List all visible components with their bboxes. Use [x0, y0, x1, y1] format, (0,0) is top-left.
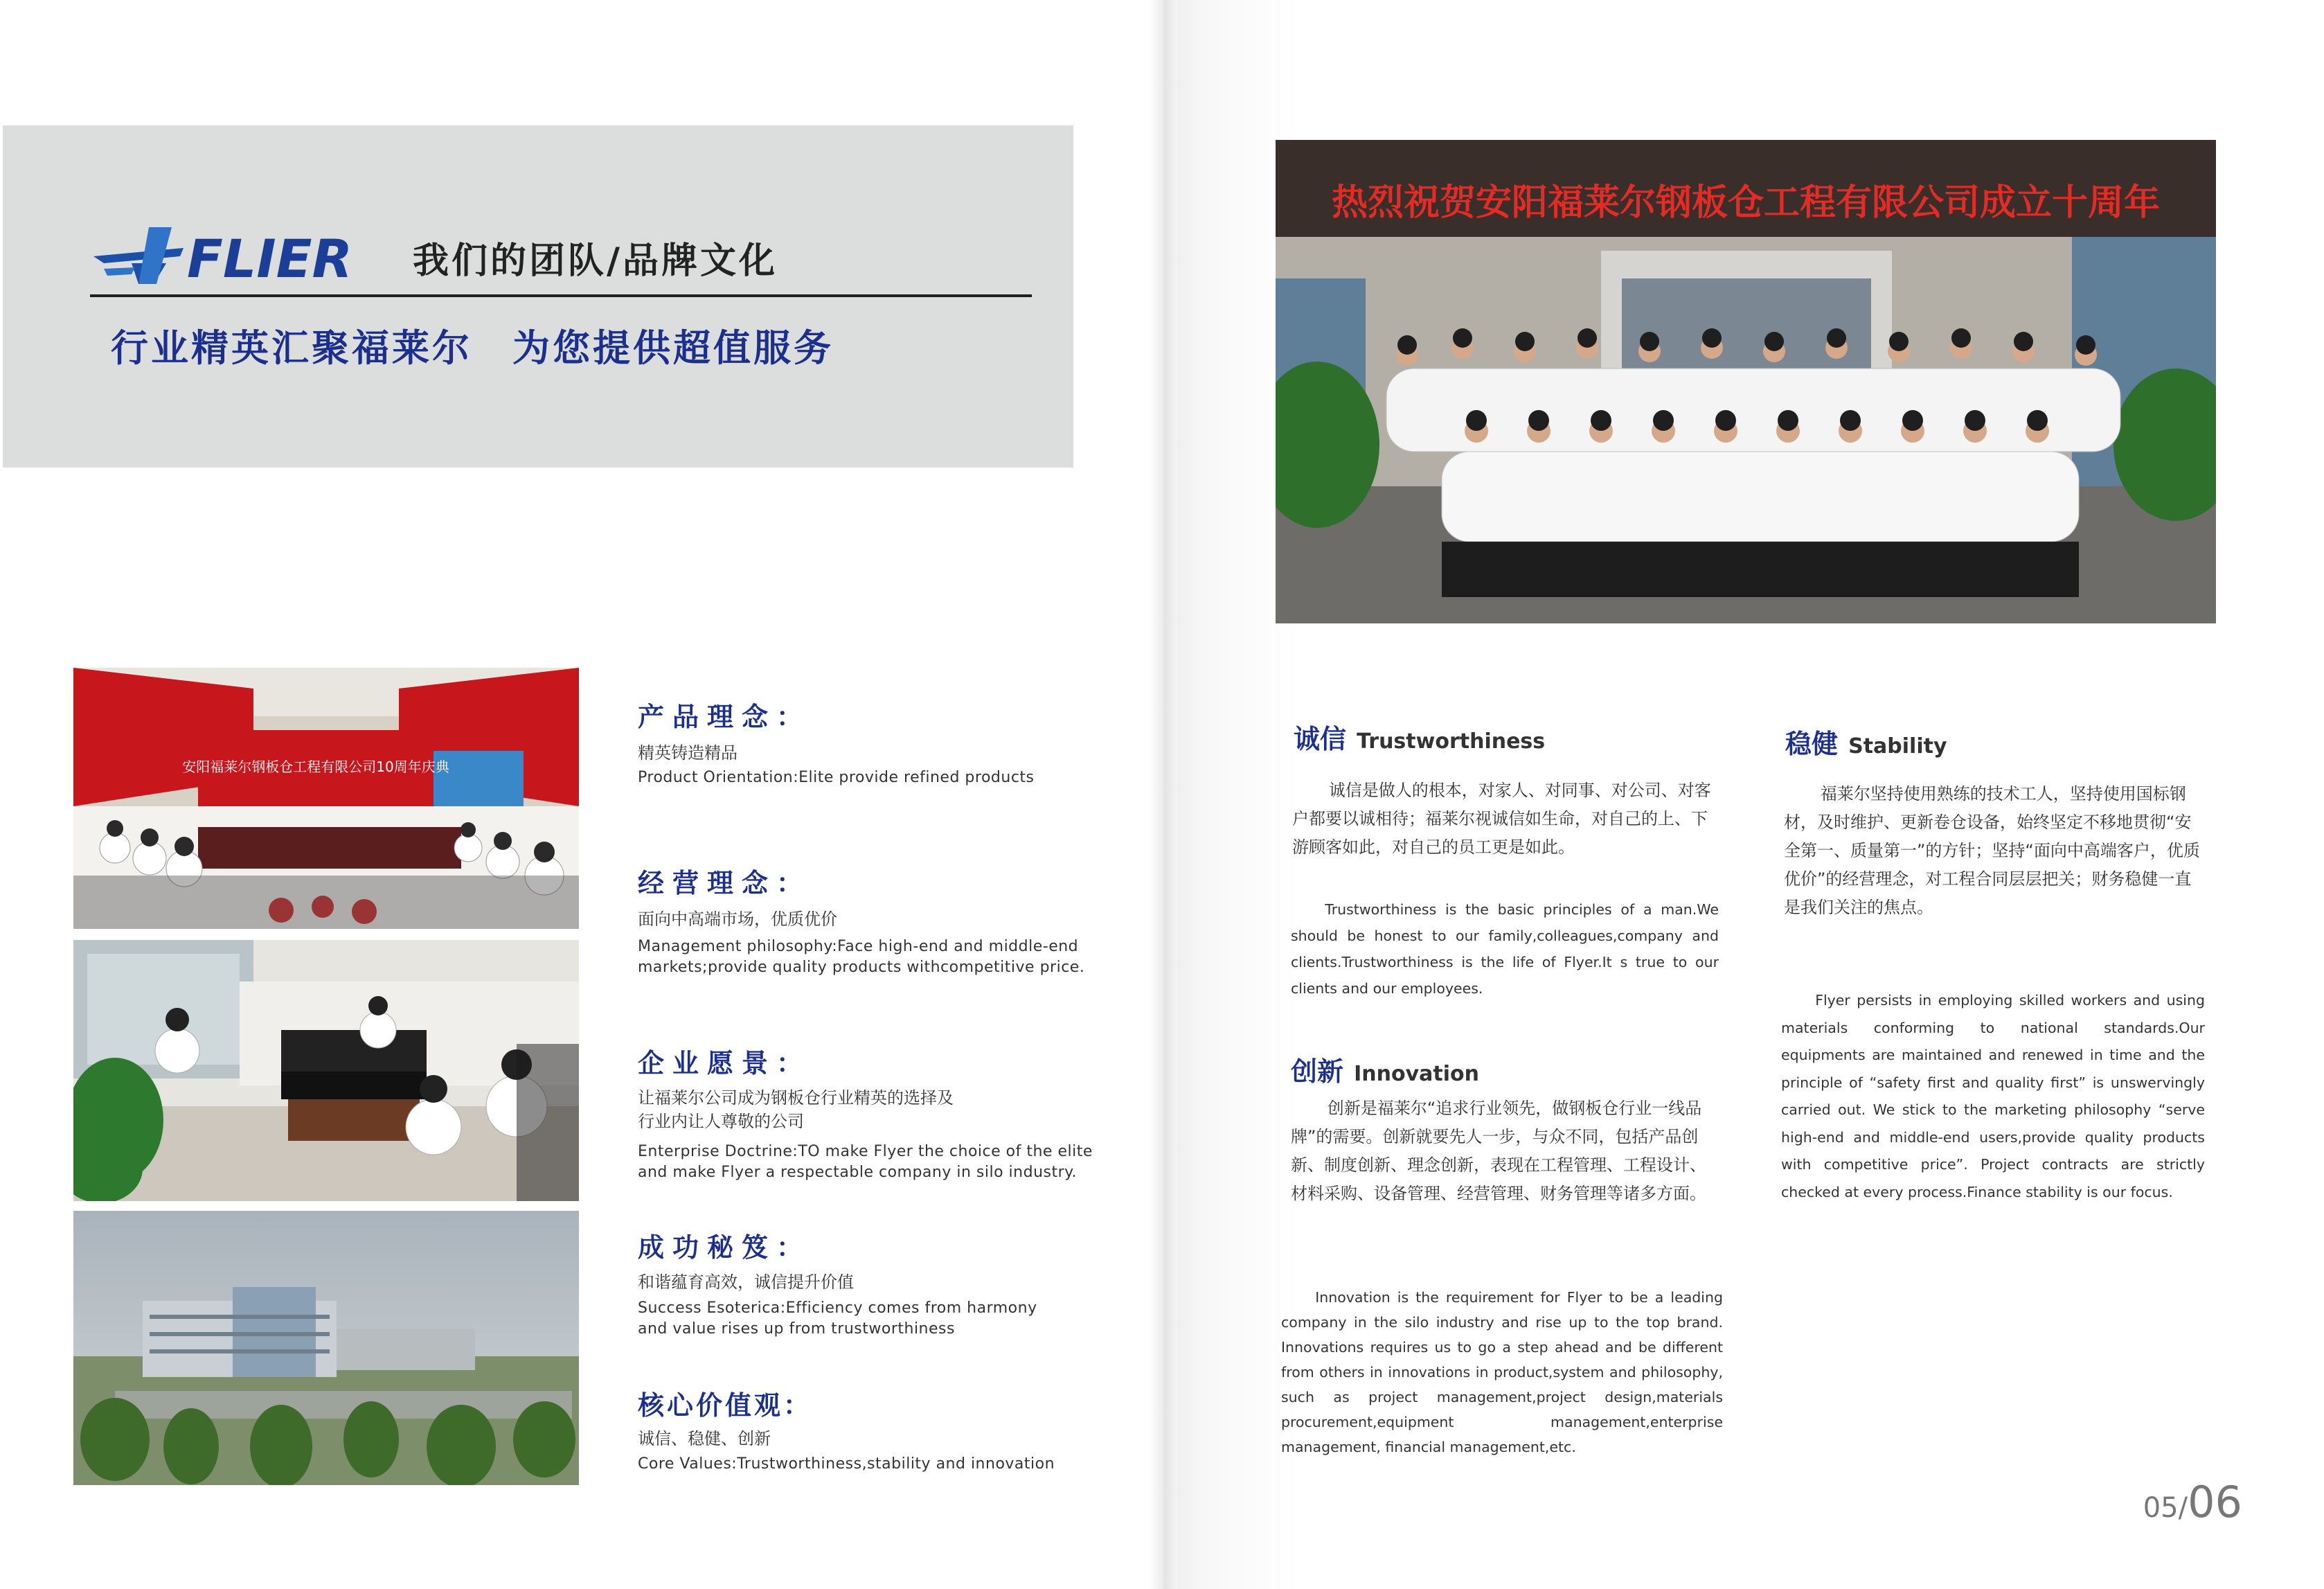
concept-title-management: 经营理念：: [638, 868, 812, 898]
value-body-stability-en: Flyer persists in employing skilled workers and using materials conforming to national standards.Our equipments are maintained and renewed in time and the principle of “safety first and quality first” is unswervingly carried out. We stick to the marketing philosophy “serve high-end and middle-end users,provide quality products with competitive price”. Project contracts are strictly checked at every process.Finance stability is our focus.: [1781, 992, 2205, 1200]
page-number: [2143, 1477, 2242, 1527]
photo-office-discussion: [73, 940, 579, 1201]
concept-cn-product: 精英铸造精品: [638, 743, 738, 763]
value-body-stability-cn: 福莱尔坚持使用熟练的技术工人，坚持使用国标钢材，及时维护、更新卷仓设备，始终坚定不移地贯彻“安全第一、质量第一”的方针；坚持“面向中高端客户，优质优价”的经营理念，对工程合同层层把关；财务稳健一直是我们关注的焦点。: [1784, 784, 2200, 917]
concept-en-product: Product Orientation:Elite provide refined products: [638, 769, 1035, 786]
header-title: 我们的团队/品牌文化: [413, 240, 778, 282]
concept-en-vision-2: and make Flyer a respectable company in silo industry.: [638, 1164, 1078, 1181]
concept-title-success: 成功秘笈：: [638, 1232, 812, 1263]
value-body-innovation-cn: 创新是福莱尔“追求行业领先，做钢板仓行业一线品牌”的需要。创新就要先人一步，与众不同，包括产品创新、制度创新、理念创新，表现在工程管理、工程设计、材料采购、设备管理、经营管理、财务管理等诸多方面。: [1291, 1099, 1706, 1203]
concept-en-success-2: and value rises up from trustworthiness: [638, 1320, 955, 1338]
header-divider: [90, 294, 1032, 297]
book-spine: [1150, 0, 1177, 1589]
page-number-right: 06: [2188, 1477, 2242, 1527]
meeting-banner-text: 安阳福莱尔钢板仓工程有限公司10周年庆典: [182, 758, 449, 775]
value-title-innovation-cn: 创新: [1291, 1056, 1344, 1087]
logo-mark-icon: [93, 227, 184, 284]
value-body-innovation-en: Innovation is the requirement for Flyer to be a leading company in the silo industry and rise up to the top brand. Innovations requires us to go a step ahead and be different from others in innovations in product,system and philosophy, such as project management,project design,materials procurement,equipment management,enterprise management, financial management,etc.: [1281, 1289, 1723, 1455]
concept-cn-core-values: 诚信、稳健、创新: [638, 1429, 771, 1448]
concept-title-vision: 企业愿景：: [638, 1048, 812, 1078]
concept-cn-success: 和谐蕴育高效，诚信提升价值: [638, 1272, 854, 1292]
page-number-left: 05/: [2143, 1492, 2188, 1524]
concept-cn-management: 面向中高端市场，优质优价: [638, 909, 837, 929]
concept-title-core-values: 核心价值观：: [638, 1390, 813, 1421]
value-title-trust-en: Trustworthiness: [1357, 729, 1546, 754]
concept-en-management-1: Management philosophy:Face high-end and middle-end: [638, 938, 1079, 955]
value-title-innovation-en: Innovation: [1354, 1062, 1479, 1086]
value-body-trust-en: Trustworthiness is the basic principles of a man.We should be honest to our family,colleagues,company and clients.Trustworthiness is the life of Flyer.It s true to our clients and our employees.: [1291, 901, 1719, 997]
concept-en-management-2: markets;provide quality products withcompetitive price.: [638, 959, 1085, 976]
concept-title-product: 产品理念：: [638, 702, 812, 732]
photo-company-building: [73, 1211, 579, 1485]
concept-en-core-values: Core Values:Trustworthiness,stability and innovation: [638, 1455, 1055, 1473]
logo-wordmark: FLIER: [187, 228, 353, 290]
value-body-trust-cn: 诚信是做人的根本，对家人、对同事、对公司、对客户都要以诚相待；福莱尔视诚信如生命，对自己的上、下游顾客如此，对自己的员工更是如此。: [1292, 781, 1711, 857]
photo-team-group: [1276, 140, 2216, 623]
value-title-trust: [1294, 718, 1545, 756]
value-title-stability-cn: 稳健: [1785, 729, 1839, 759]
photo-anniversary-meeting: [73, 668, 579, 929]
value-title-stability-en: Stability: [1848, 734, 1947, 758]
flier-logo: [90, 220, 381, 290]
concept-cn-vision: 让福莱尔公司成为钢板仓行业精英的选择及 行业内让人尊敬的公司: [638, 1088, 954, 1131]
value-title-innovation: [1291, 1050, 1479, 1088]
header-tagline: 行业精英汇聚福莱尔 为您提供超值服务: [111, 326, 834, 370]
concept-en-vision-1: Enterprise Doctrine:TO make Flyer the choice of the elite: [638, 1143, 1093, 1160]
concept-en-success-1: Success Esoterica:Efficiency comes from harmony: [638, 1299, 1037, 1317]
value-title-stability: [1785, 722, 1947, 761]
group-banner-text: 热烈祝贺安阳福莱尔钢板仓工程有限公司成立十周年: [1331, 181, 2161, 224]
value-title-trust-cn: 诚信: [1294, 724, 1347, 754]
